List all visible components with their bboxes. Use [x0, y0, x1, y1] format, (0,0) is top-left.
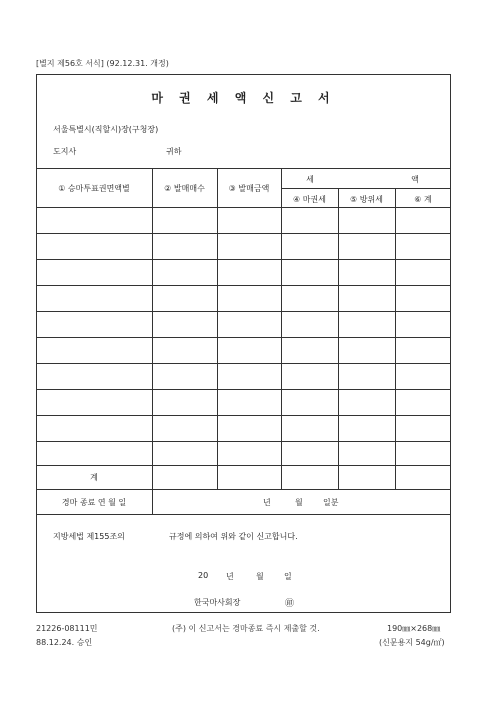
form-number: [별지 제56호 서식] (92.12.31. 개정)	[36, 59, 169, 68]
seal-mark: ㊞	[285, 599, 295, 609]
header-tax-group-left: 세	[306, 175, 314, 184]
col-divider	[152, 168, 153, 490]
header-betting-tax: ④ 마권세	[293, 195, 326, 204]
header-denomination: ① 승마투표권면액별	[58, 184, 130, 193]
footer-form-code: 21226-08111민	[36, 624, 98, 633]
header-defense-tax: ⑤ 방위세	[350, 195, 383, 204]
row-line	[36, 311, 451, 312]
row-line	[36, 465, 451, 466]
recipient-address: 서울특별시(직할시)장(구청장)	[53, 125, 159, 134]
row-line	[36, 415, 451, 416]
declaration-date-day: 일	[284, 572, 292, 581]
declaration-date-year-label: 년	[226, 572, 234, 581]
declaration-text: 규정에 의하여 위와 같이 신고합니다.	[169, 532, 298, 541]
form-title: 마 권 세 액 신 고 서	[151, 91, 336, 105]
declaration-date-year: 20	[198, 571, 209, 580]
row-line	[36, 259, 451, 260]
row-line	[36, 233, 451, 234]
recipient-office: 도지사	[53, 147, 77, 156]
col-divider	[281, 168, 282, 490]
table-header-bottom-line	[36, 207, 451, 208]
race-end-month: 월	[295, 498, 303, 507]
declaration-date-month: 월	[256, 572, 264, 581]
footer-approval: 88.12.24. 승인	[36, 638, 93, 647]
header-sale-count: ② 발매매수	[164, 184, 205, 193]
col-divider	[338, 188, 339, 490]
signer-name: 한국마사회장	[194, 598, 241, 607]
col-divider	[217, 168, 218, 490]
header-tax-total: ⑥ 계	[414, 195, 432, 204]
race-end-date-label: 경마 종료 연 월 일	[61, 498, 127, 507]
race-end-year: 년	[263, 498, 271, 507]
row-line	[36, 363, 451, 364]
recipient-honorific: 귀하	[166, 147, 182, 156]
date-row-bottom-line	[36, 514, 451, 515]
row-line	[36, 337, 451, 338]
footer-note: (주) 이 신고서는 경마종료 즉시 제출할 것.	[172, 624, 320, 633]
col-divider	[395, 188, 396, 490]
header-sale-amount: ③ 발매금액	[228, 184, 270, 193]
row-line	[36, 285, 451, 286]
header-tax-group-right: 액	[411, 175, 419, 184]
row-line	[36, 441, 451, 442]
declaration-law: 지방세법 제155조의	[53, 532, 125, 541]
date-row-divider	[152, 489, 153, 514]
table-subheader-line	[281, 188, 451, 189]
race-end-day: 일분	[323, 498, 339, 507]
total-row-label: 계	[90, 473, 98, 482]
row-line	[36, 389, 451, 390]
footer-paper: (신문용지 54g/㎡)	[379, 638, 445, 647]
total-row-bottom-line	[36, 489, 451, 490]
table-top-line	[36, 168, 451, 169]
footer-size: 190㎜×268㎜	[387, 624, 441, 633]
